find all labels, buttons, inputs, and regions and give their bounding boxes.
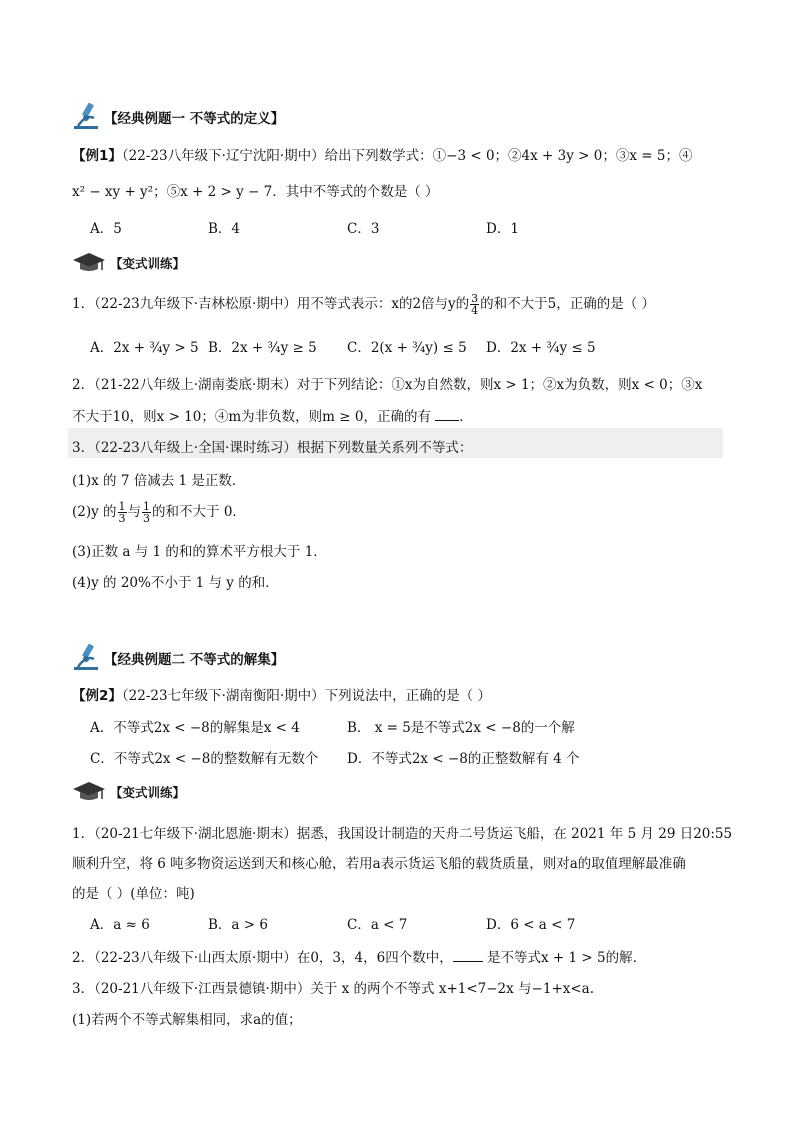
- example2-option-d: D．不等式2x < −8的正整数解有 4 个: [347, 751, 580, 767]
- example1-line1-rest: ；②4x + 3y > 0；③x = 5；④: [494, 148, 693, 164]
- fraction-one-third-2: $\frac{1}{3}$: [143, 500, 151, 525]
- graduation-cap-icon: [72, 251, 106, 277]
- training1-q1: [72, 292, 655, 316]
- example1-option-b: B．4: [208, 221, 241, 237]
- microscope-icon: [72, 641, 102, 675]
- example1-line2: x² − xy + y²；⑤x + 2 > y − 7．其中不等式的个数是（ ）: [72, 184, 439, 200]
- training1-q1-option-d: D．2x + ¾y ≤ 5: [486, 340, 596, 356]
- fraction-one-third: $\frac{1}{3}$: [118, 500, 126, 525]
- fraction-three-quarters: $\frac{3}{4}$: [471, 292, 479, 317]
- answer-blank: [453, 949, 483, 962]
- graduation-cap-icon: [72, 780, 106, 806]
- answer-blank: [435, 408, 459, 421]
- section1-title: 【经典例题一 不等式的定义】: [104, 111, 285, 127]
- training2-q1-line2: 顺利升空，将 6 吨多物资运送到天和核心舱，若用a表示货运飞船的载货质量，则对a的取值理解最准确: [72, 856, 686, 872]
- section2-title: 【经典例题二 不等式的解集】: [104, 652, 285, 668]
- training2-q3-sub1: (1)若两个不等式解集相同，求a的值；: [72, 1012, 302, 1028]
- microscope-icon: [72, 100, 102, 134]
- example2-option-b: B． x = 5是不等式2x < −8的一个解: [347, 720, 575, 736]
- training2-q3: 3．（20-21八年级下·江西景德镇·期中）关于 x 的两个不等式 x+1<7−2x 与−1+x<a.: [72, 981, 595, 997]
- example1-option-a: A．5: [90, 221, 122, 237]
- example1-line1: [72, 144, 692, 164]
- training1-q2-line1: 2．（21-22八年级上·湖南娄底·期末）对于下列结论：①x为自然数，则x > 1；②x为负数，则x < 0；③x: [72, 377, 703, 393]
- training1-q1-text: 1．（22-23九年级下·吉林松原·期中）用不等式表示：x的2倍与y的: [72, 296, 470, 312]
- training1-q2-line2: 不大于10，则x > 10；④m为非负数，则m ≥ 0，正确的有 ．: [72, 409, 473, 425]
- training2-q1-option-c: C．a < 7: [347, 917, 408, 933]
- example2-option-c: C．不等式2x < −8的整数解有无数个: [90, 751, 319, 767]
- training2-q2: 2．（22-23八年级下·山西太原·期中）在0，3，4，6四个数中， 是不等式x + 1 > 5的解．: [72, 950, 647, 966]
- example2-option-a: A．不等式2x < −8的解集是x < 4: [90, 720, 300, 736]
- example1-option-d: D．1: [486, 221, 519, 237]
- example2-line: 【例2】（22-23七年级下·湖南衡阳·期中）下列说法中，正确的是（ ）: [72, 688, 491, 704]
- training2-label: 【变式训练】: [110, 785, 186, 800]
- training1-label: 【变式训练】: [110, 256, 186, 271]
- training2-q1-line1: 1．（20-21七年级下·湖北恩施·期末）据悉，我国设计制造的天舟二号货运飞船，在 2021 年 5 月 29 日20:55: [72, 826, 733, 842]
- training1-q1-option-c: C．2(x + ¾y) ≤ 5: [347, 340, 467, 356]
- expr1: −3 < 0: [446, 148, 495, 164]
- example2-label: 【例2】: [72, 688, 122, 704]
- training2-q1-option-b: B．a > 6: [208, 917, 268, 933]
- training1-q3-item2: (2)y 的 $\frac{1}{3}$ 与 $\frac{1}{3}$ 的和不大于 0．: [72, 500, 246, 525]
- training1-q3-item1: (1)x 的 7 倍减去 1 是正数．: [72, 473, 246, 489]
- training2-q1-option-a: A．a ≈ 6: [90, 917, 150, 933]
- example1-label: 【例1】: [72, 148, 122, 164]
- example1-option-c: C．3: [347, 221, 380, 237]
- example1-source: （22-23八年级下·辽宁沈阳·期中）给出下列数学式：①: [121, 148, 447, 164]
- training2-q1-line3: 的是（ ）(单位：吨): [72, 886, 195, 902]
- training1-q1-option-a: A．2x + ¾y > 5: [90, 340, 199, 356]
- training1-q1-option-b: B．2x + ¾y ≥ 5: [208, 340, 317, 356]
- training1-q3-item4: (4)y 的 20%不小于 1 与 y 的和．: [72, 575, 279, 591]
- training1-q3-line: 3．（22-23八年级上·全国·课时练习）根据下列数量关系列不等式：: [72, 440, 473, 456]
- training2-q1-option-d: D．6 < a < 7: [486, 917, 576, 933]
- training1-q1-text-end: 的和不大于5，正确的是（ ）: [480, 296, 656, 312]
- training1-q3-item3: (3)正数 a 与 1 的和的算术平方根大于 1．: [72, 544, 327, 560]
